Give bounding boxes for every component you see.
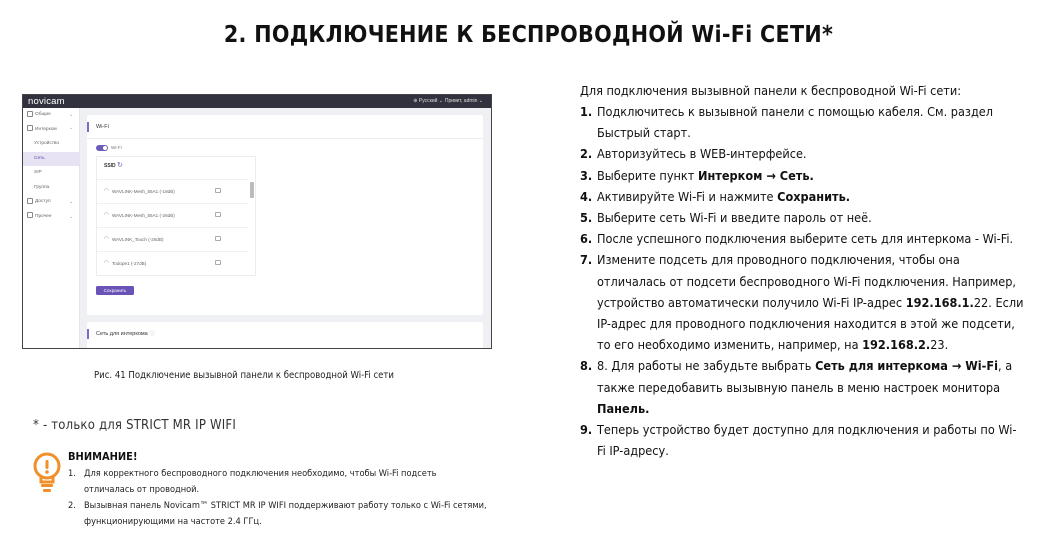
lightbulb-icon	[32, 452, 62, 494]
sidebar-item-general[interactable]: Общие ⌄	[23, 108, 79, 123]
network-name: WAVLINK-Mesh_55A1 (-26dB)	[112, 213, 175, 218]
network-list	[96, 156, 256, 276]
step-6: 6. После успешного подключения выберите сеть для интеркома - Wi-Fi.	[580, 231, 1014, 247]
info-icon: ⓘ	[149, 331, 155, 337]
wifi-toggle[interactable]	[96, 145, 108, 151]
gear-icon	[27, 111, 33, 117]
step-8: 8. 8. Для работы не забудьте выбрать Сеть для интеркома → Wi-Fi, а также передобавить вызывную панель в меню настроек монитора Панель.	[580, 358, 1013, 416]
lock-icon	[215, 236, 221, 241]
step-2: 2. Авторизуйтесь в WEB-интерфейсе.	[580, 146, 807, 162]
lock-icon	[215, 260, 221, 265]
user-menu[interactable]: Привет, admin ⌄	[444, 98, 483, 104]
warning-item: 2. Вызывная панель Novicam™ STRICT MR IP WIFI поддерживают работу только с Wi-Fi сетями, функционирующими на частоте 2.4 ГГц.	[68, 500, 487, 527]
wifi-signal-icon: ◠	[104, 236, 109, 242]
network-name: WAVLINK_Touch (-26dB)	[112, 237, 164, 242]
novicam-logo: novicam	[28, 96, 65, 107]
instruction-steps	[580, 101, 1025, 461]
warning-list	[68, 466, 488, 530]
sidebar-item-sip[interactable]: SIP	[34, 170, 42, 175]
intercom-network-title: Сеть для интеркома ⓘ	[87, 329, 155, 339]
network-item[interactable]	[97, 251, 248, 276]
lock-icon	[215, 212, 221, 217]
sidebar	[23, 108, 80, 348]
wifi-toggle-label: Wi-Fi	[111, 145, 122, 150]
chevron-down-icon: ⌄	[69, 213, 73, 219]
save-button[interactable]: Сохранить	[96, 286, 134, 295]
chevron-down-icon: ⌄	[69, 112, 73, 117]
wifi-signal-icon: ◠	[104, 260, 109, 266]
footnote: * - только для STRICT MR IP WIFI	[33, 418, 236, 433]
step-9: 9. Теперь устройство будет доступно для подключения и работы по Wi-Fi IP-адресу.	[580, 422, 1017, 459]
step-1: 1. Подключитесь к вызывной панели с помощью кабеля. См. раздел Быстрый старт.	[580, 104, 994, 141]
ssid-header: SSID	[104, 163, 116, 169]
warning-item: 1. Для корректного беспроводного подключения необходимо, чтобы Wi-Fi подсеть отличалась от проводной.	[68, 468, 437, 495]
web-interface-screenshot	[22, 94, 492, 349]
figure-caption: Рис. 41 Подключение вызывной панели к беспроводной Wi-Fi сети	[94, 370, 394, 381]
sidebar-item-group[interactable]: Группа	[34, 184, 50, 190]
lock-icon	[215, 188, 221, 193]
intercom-network-card	[87, 322, 483, 349]
network-name: WAVLINK-Mesh_55A1 (-18dB)	[112, 189, 175, 194]
step-7: 7. Измените подсеть для проводного подключения, чтобы она отличалась от подсети беспроводного Wi-Fi подключения. Например, устройство автоматически получило Wi-Fi IP-адрес 192.168.1.22. Если IP-адрес для проводного подключения находится в этой же подсети, то его необходимо изменить, например, на 192.168.2.23.	[580, 252, 1024, 353]
network-item[interactable]	[97, 227, 248, 252]
network-name: Todope1 (-27dB)	[112, 261, 147, 266]
step-3: 3. Выберите пункт Интерком → Сеть.	[580, 167, 814, 183]
network-item[interactable]	[97, 179, 248, 204]
chevron-up-icon: ⌃	[69, 126, 73, 132]
instructions-intro: Для подключения вызывной панели к беспроводной Wi-Fi сети:	[580, 83, 962, 98]
settings-icon	[27, 212, 33, 218]
step-4: 4. Активируйте Wi-Fi и нажмите Сохранить.	[580, 188, 851, 204]
page-title: 2. ПОДКЛЮЧЕНИЕ К БЕСПРОВОДНОЙ Wi-Fi СЕТИ*	[223, 22, 834, 48]
chevron-down-icon: ⌄	[69, 199, 73, 204]
sidebar-item-device[interactable]: Устройство	[34, 141, 60, 146]
phone-icon	[27, 125, 33, 131]
wifi-signal-icon: ◠	[104, 188, 109, 194]
divider	[87, 138, 483, 139]
key-icon	[27, 198, 33, 204]
sidebar-item-intercom[interactable]: Интерком ⌃	[23, 123, 79, 138]
sidebar-item-network[interactable]: Сеть	[23, 152, 79, 167]
top-bar	[23, 95, 491, 108]
list-scrollbar[interactable]	[250, 179, 254, 273]
language-selector[interactable]: ⊕ Русский ⌄	[413, 98, 443, 104]
network-item[interactable]	[97, 203, 248, 228]
wifi-card	[87, 115, 483, 315]
wifi-signal-icon: ◠	[104, 212, 109, 218]
sidebar-item-other[interactable]: Прочее ⌄	[23, 210, 79, 225]
refresh-icon[interactable]: ↻	[117, 162, 123, 169]
warning-title: ВНИМАНИЕ!	[68, 450, 138, 463]
sidebar-item-access[interactable]: Доступ ⌄	[23, 195, 79, 210]
step-5: 5. Выберите сеть Wi-Fi и введите пароль от неё.	[580, 210, 872, 226]
wifi-section-title: Wi-Fi	[87, 122, 109, 132]
